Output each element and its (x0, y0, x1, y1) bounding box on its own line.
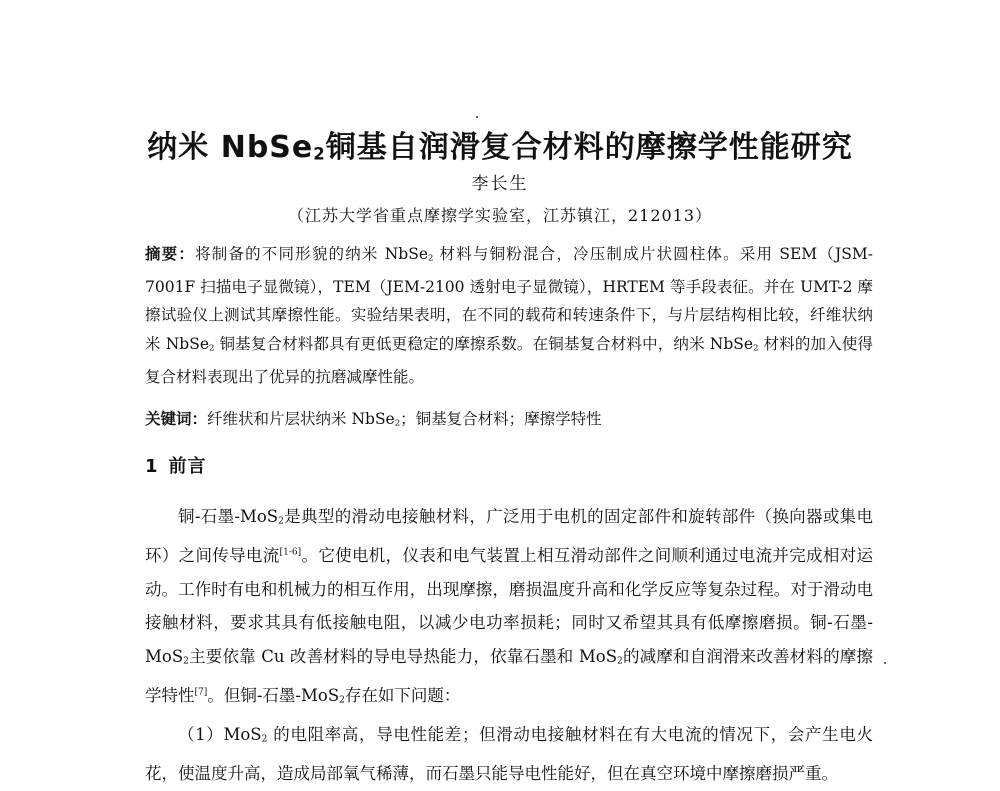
abstract-text: 将制备的不同形貌的纳米 NbSe (195, 245, 428, 263)
abstract-text: 铜基复合材料都具有更低更稳定的摩擦系数。在铜基复合材料中，纳米 NbSe (214, 335, 754, 354)
abstract-text: 材料的加入使得复合材料表现出了优异的抗磨减摩性能。 (145, 335, 874, 386)
abstract-subscript: 2 (753, 343, 759, 354)
body-paragraph (145, 500, 873, 718)
abstract-text: 材料与铜粉混合，冷压制成片状圆柱体。采用 SEM（JSM-7001F 扫描电子显微镜），TEM（JEM-2100 透射电子显微镜），HRTEM 等手段表征。并在 UMT-2 摩擦试验仪上测试其摩擦性能。实验结果表明，在不同的载荷和转速条件下，与片层结构相比较，纤维状纳米 NbSe (145, 245, 873, 354)
paragraph-subscript: 2 (617, 656, 623, 667)
paragraph-text: 的减摩和自润滑来改善材料的摩擦学特性 (145, 647, 874, 706)
keywords-text: 纤维状和片层状纳米 NbSe (207, 410, 395, 428)
keywords (145, 406, 873, 436)
section-heading (145, 454, 207, 480)
paragraph-text: 。它使电机，仪表和电气装置上相互滑动部件之间顺利通过电流并完成相对运动。工作时有电和机械力的相互作用，出现摩擦，磨损温度升高和化学反应等复杂过程。对于滑动电接触材料，要求其具有低接触电阻，以减少电功率损耗；同时又希望其具有低摩擦磨损。铜-石墨-MoS (145, 546, 874, 667)
abstract-separator: ： (178, 245, 196, 263)
paragraph-text: 是典型的滑动电接触材料，广泛用于电机的固定部件和旋转部件（换向器或集电环）之间传导电流 (145, 507, 873, 566)
keywords-subscript: 2 (394, 418, 401, 429)
abstract-subscript: 2 (428, 253, 434, 264)
paragraph-subscript: 2 (278, 516, 284, 527)
body-paragraph (145, 718, 873, 791)
author-affiliation: （江苏大学省重点摩擦学实验室，江苏镇江，212013） (287, 206, 713, 225)
title-suffix: 铜基自润滑复合材料的摩擦学性能研究 (325, 130, 853, 165)
scan-speck (476, 116, 478, 118)
keywords-label: 关键词 (145, 410, 192, 428)
paper-title (0, 128, 1000, 174)
title-prefix: 纳米 NbSe (147, 130, 314, 165)
body-text (145, 500, 873, 791)
paragraph-text: 。但铜-石墨-MoS (207, 686, 340, 706)
paragraph-text: 存在如下问题： (344, 686, 461, 706)
abstract-label: 摘要 (145, 245, 179, 263)
title-subscript: 2 (313, 144, 326, 164)
paragraph-text: （1）MoS (178, 725, 262, 745)
keywords-separator: ： (191, 410, 208, 428)
citation-ref: [7] (194, 687, 208, 698)
abstract-subscript: 2 (209, 343, 215, 354)
paragraph-text: 铜-石墨-MoS (178, 507, 279, 526)
paragraph-subscript: 2 (183, 656, 189, 667)
citation-ref: [1-6] (279, 547, 302, 558)
section-number: 1 (145, 456, 159, 477)
paragraph-subscript: 2 (261, 734, 268, 745)
keywords-text: ；铜基复合材料；摩擦学特性 (400, 410, 602, 428)
scan-speck (884, 662, 886, 664)
paragraph-text: 的电阻率高，导电性能差；但滑动电接触材料在有大电流的情况下，会产生电火花，使温度升高，造成局部氧气稀薄，而石墨只能导电性能好，但在真空环境中摩擦磨损严重。 (145, 725, 873, 784)
author-name: 李长生 (471, 174, 529, 194)
paragraph-subscript: 2 (339, 695, 345, 706)
paragraph-text: 主要依靠 Cu 改善材料的导电导热能力，依靠石墨和 MoS (188, 647, 618, 667)
abstract (145, 240, 873, 392)
section-title: 前言 (168, 456, 207, 477)
